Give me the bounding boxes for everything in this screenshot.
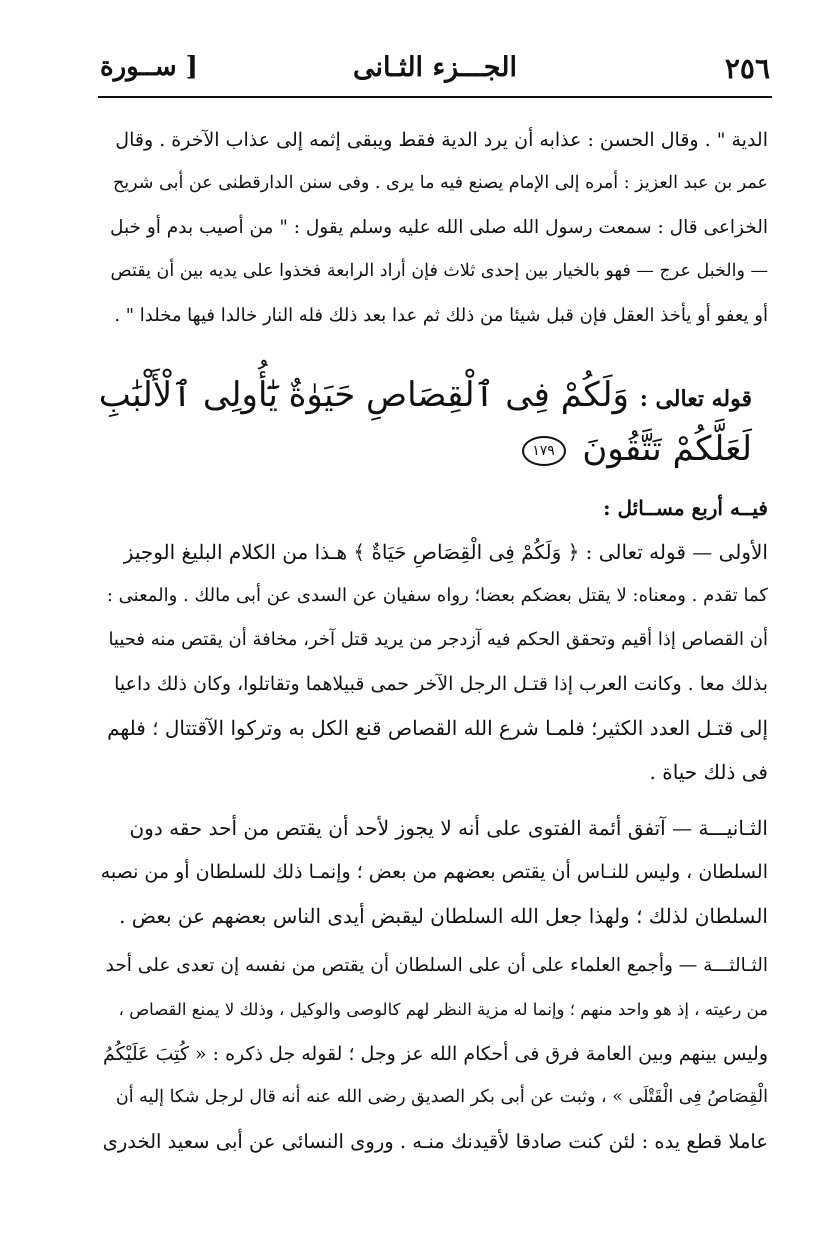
- paragraph-2: [100, 486, 768, 794]
- page-header: [100, 52, 770, 102]
- text-line: الْقِصَاصُ فِى الْقَتْلَى » ، وثبت عن أبى بكر الصديق رضى الله عنه أنه قال لرجل شكا إليه أن: [115, 1087, 768, 1108]
- text-line: السلطان ، وليس للنـاس أن يقتص بعضهم من بعض ؛ وإنمـا ذلك للسلطان أو من نصبه: [100, 860, 768, 883]
- text-line: عمر بن عبد العزيز : أمره إلى الإمام يصنع فيه ما يرى . وفى سنن الدارقطنى عن أبى شريح: [112, 173, 768, 194]
- text-line: وليس بينهم وبين العامة فرق فى أحكام الله عز وجل ؛ لقوله جل ذكره : « كُتِبَ عَلَيْكُمُ: [102, 1042, 768, 1065]
- ayah-number-marker: ١٧٩: [522, 436, 566, 466]
- text-line: الخزاعى قال : سمعت رسول الله صلى الله عليه وسلم يقول : " من أصيب بدم أو خبل: [109, 216, 768, 238]
- text-line: الثـالثـــة — وأجمع العلماء على أن على السلطان أن يقتص من نفسه إن تعدى على أحد: [105, 954, 768, 976]
- text-line: أن القصاص إذا أقيم وتحقق الحكم فيه آزدجر من يريد قتل آخر، مخافة أن يقتص منه فحييا: [108, 629, 768, 650]
- verse-lead: قوله تعالى :: [639, 386, 752, 412]
- text-line: فى ذلك حياة .: [649, 760, 768, 784]
- surah-label: [ ســورة: [100, 52, 198, 82]
- text-line: الدية " . وقال الحسن : عذابه أن يرد الدية فقط ويبقى إثمه إلى عذاب الآخرة . وقال: [115, 128, 768, 151]
- paragraph-4: [100, 944, 768, 1164]
- text-line: عاملا قطع يده : لئن كنت صادقا لأقيدنك منـه . وروى النسائى عن أبى سعيد الخدرى: [102, 1130, 768, 1154]
- page-number: ٢٥٦: [724, 52, 770, 85]
- header-rule: [98, 96, 772, 98]
- text-line: إلى قتـل العدد الكثير؛ فلمـا شرع الله القصاص قنع الكل به وتركوا الآقتتال ؛ فلهم: [107, 716, 768, 740]
- section-heading: فيــه أربع مســائل :: [603, 496, 768, 520]
- text-line: كما تقدم . ومعناه: لا يقتل بعضكم بعضا؛ رواه سفيان عن السدى عن أبى مالك . والمعنى :: [106, 585, 768, 606]
- paragraph-3: [100, 806, 768, 938]
- text-line: الأولى — قوله تعالى : ﴿ وَلَكُمْ فِى الْقِصَاصِ حَيَاةٌ ﴾ هـذا من الكلام البليغ الوجيز: [123, 540, 768, 564]
- quran-verse: [72, 368, 752, 477]
- text-line: السلطان لذلك ؛ ولهذا جعل الله السلطان ليقبض أيدى الناس بعضهم عن بعض .: [119, 904, 768, 928]
- part-title: الجـــزء الثـانى: [353, 52, 517, 83]
- text-line: — والخبل عرج — فهو بالخيار بين إحدى ثلاث فإن أراد الرابعة فخذوا على يديه بين أن يقتص: [110, 261, 768, 282]
- verse-text: وَلَكُمْ فِى ٱلْقِصَاصِ حَيَوٰةٌ يَٰٓأُولِى ٱلْأَلْبَٰبِ لَعَلَّكُمْ تَتَّقُونَ: [98, 375, 752, 470]
- paragraph-1: [100, 118, 768, 338]
- text-line: أو يعفو أو يأخذ العقل فإن قبل شيئا من ذلك ثم عدا بعد ذلك فله النار خالدا فيها مخلدا " .: [114, 305, 768, 326]
- text-line: من رعيته ، إذ هو واحد منهم ؛ وإنما له مزية النظر لهم كالوصى والوكيل ، وذلك لا يمنع القصاص ،: [118, 999, 768, 1019]
- text-line: الثـانيـــة — آتفق أئمة الفتوى على أنه لا يجوز لأحد أن يقتص من أحد حقه دون: [129, 816, 768, 840]
- text-line: بذلك معا . وكانت العرب إذا قتـل الرجل الآخر حمى قبيلاهما وتقاتلوا، وكان ذلك داعيا: [114, 672, 768, 695]
